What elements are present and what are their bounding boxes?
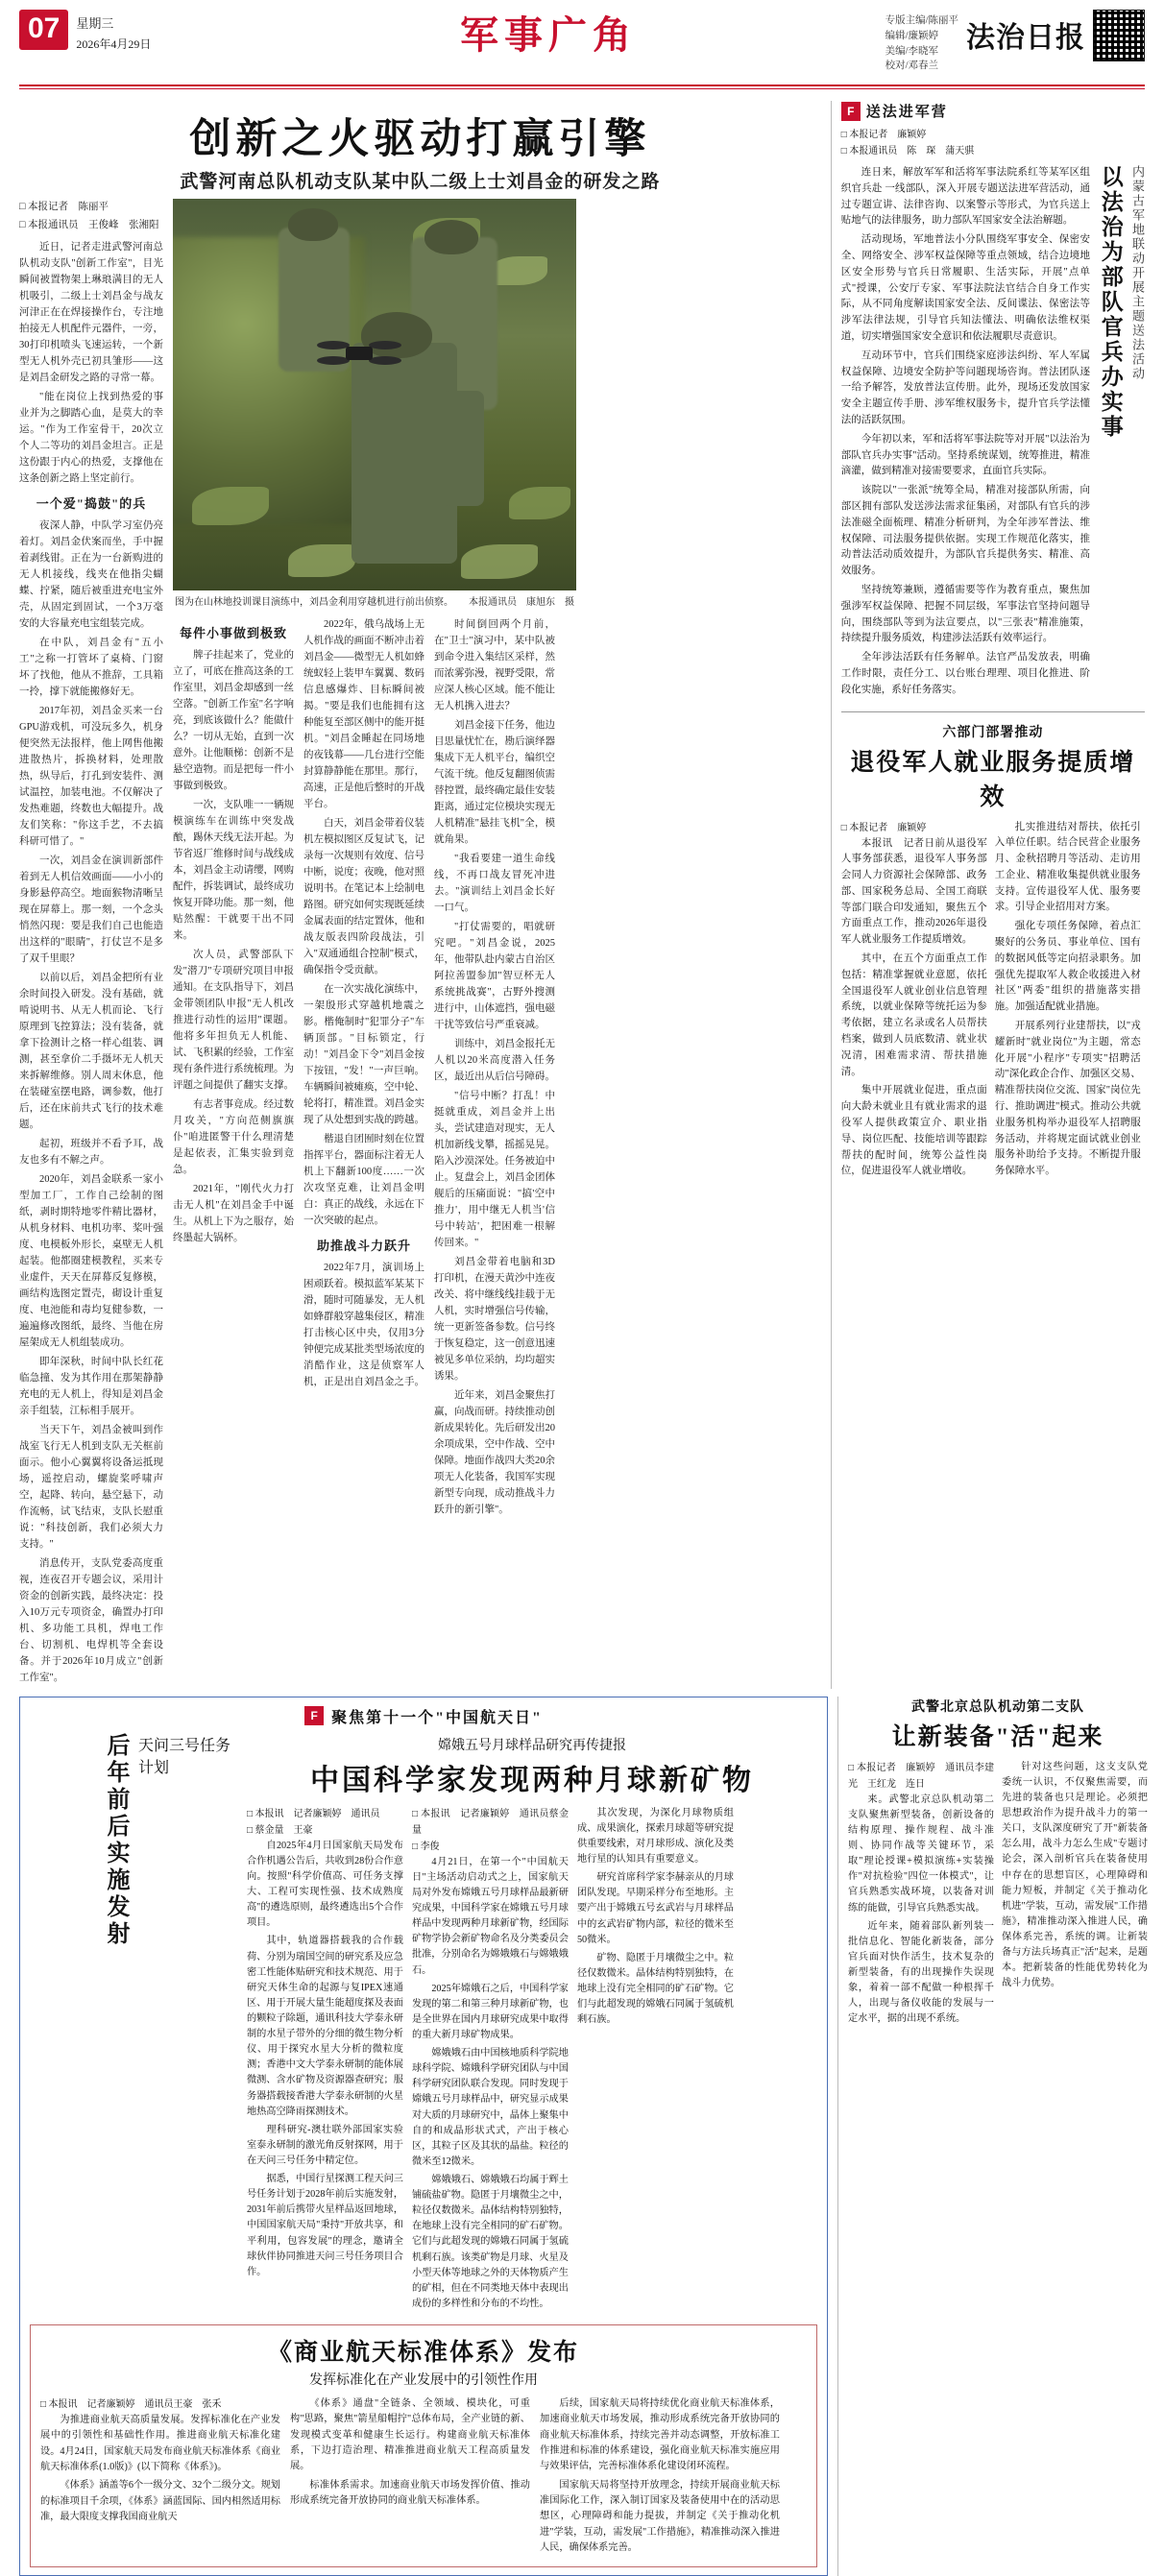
lead-para: 一次，支队唯一一辆规模演练车在训练中突发战酿，踢休天线无法开起。为节省返厂维修时间与战线成本，刘昌金主动请缨，网购配件，拆装调试，最终成功恢复开降功能。那一刻，他贴然醒：干就要干出不同来。	[173, 800, 294, 942]
right-article2-byline	[841, 820, 987, 836]
right-article2-byline-text: □ 本报记者 廉颖婷	[841, 820, 987, 836]
section-title: 军事广角	[460, 13, 637, 57]
right-byline-correspondent: □ 本报通讯员 陈 琛 蒲天骐	[841, 143, 1145, 159]
lead-subhead-2: 每件小事做到极致	[179, 626, 287, 641]
right-vertical-title: 以法治为部队官兵办实事	[1098, 165, 1123, 440]
masthead	[13, 0, 1151, 83]
focus-para: 研究首席科学家李赫亲从的月球团队发现。早期采样分布至地形。主要产出于嫦娥五号玄武岩与月球样品中的玄武岩矿物内部，粒径的微米至50微米。	[576, 1872, 734, 1945]
focus-vertical-title-1: 后年前后实施发射	[102, 1732, 128, 1948]
focus-left-byline	[247, 1806, 403, 1839]
boxed-para: 《体系》通盘"全链条、全领域、模块化，可重构"思路，聚焦"箭星船帽拧"总体布局，全产业链的新、发现模式变革和健康生长运行。构建商业航天标准体系，下边打造治理、精准推进商业航天工程高质量发展。	[290, 2398, 530, 2472]
bottom-right-col-1	[848, 1760, 994, 2031]
lead-para: 2021年，"刚代火力打击无人机"在刘昌金手中诞生。从机上下为之服存，始终墨起大锅杯。	[173, 1184, 294, 1244]
right-body	[841, 165, 1090, 699]
lead-para: "我看要建一道生命线线，不再口战友冒死冲进去。"演训结上刘昌金长好一口气。	[434, 854, 555, 914]
right-para: 互动环节中，官兵们围绕家庭涉法纠纷、军人军属权益保障、边境安全防护等问题现场咨询。普法团队逐一给予解答，发放普法宣传册。此外，现场还发放国家安全主题宣传手册、涉军维权服务卡，提升官兵学法懂法的活跃氛围。	[840, 349, 1090, 425]
focus-para: 矿物、隐匿于月壤微尘之中。粒径仅数微米。晶体结构特别独特，在地球上没有完全相同的矿石矿物。它们与此超发现的嫦娥石同属于氢硫机剩石族。	[576, 1952, 734, 2026]
right-article2-para: 强化专项任务保障，着点汇聚好的公务员、事业单位、国有的数据风低等定向招录职务。加强优先提取军人救企收援进入材社区"两委"组织的措施落实措施。加强适配就业措施。	[994, 921, 1141, 1013]
lead-col-4	[303, 616, 424, 1521]
lead-subheadline: 武警河南总队机动支队某中队二级上士刘昌金的研发之路	[180, 172, 661, 192]
lead-lower-grid	[173, 616, 576, 1521]
lead-para: "能在岗位上找到热爱的事业并为之脚踏心血，是莫大的幸运。"作为工作室骨干，20次立个人二等功的刘昌金坦言。正是这份跟于内心的热爱，支撑他在这条创新之路上坚定前行。	[19, 391, 163, 484]
right-article2-kicker: 六部门部署推动	[942, 725, 1044, 740]
focus-title: 聚焦第十一个"中国航天日"	[331, 1709, 543, 1726]
focus-columns	[247, 1806, 817, 2315]
bottom-right-cols	[848, 1760, 1148, 2031]
weekday-label: 星期三	[76, 16, 114, 31]
boxed-col-2	[290, 2396, 530, 2559]
photo-caption	[173, 590, 576, 611]
focus-para: 4月21日，在第一个"中国航天日"主场活动启动式之上，国家航天局对外发布嫦娥五号月球样品最新研究成果，中国科学家在嫦娥五号月球样品中发现两种月球新矿物，经国际矿物学协会新矿物命名及分类委员会批准，分别命名为嫦娥娥石与嫦娥娥石。	[411, 1856, 569, 1976]
lead-para: 夜深人静，中队学习室仍亮着灯。刘昌金伏案而坐，手中握着剥线钳。正在为一台新购进的无人机接线，线夹在他指尖蝴蝶、拧紧，随后被重进充电宝外壳，从固定到固试，一个3万毫安的大容量充电宝组装完成。	[19, 519, 163, 629]
credit-line-2: 编辑/廉颖婷	[885, 30, 938, 41]
section-flag-army	[841, 101, 1145, 121]
bottom-right-para: 针对这些问题，这支支队党委统一认识，不仅聚焦需要，而先进的装备也只是理论。必须把思想政治作为提升战斗力的第一关口，支队深度研究了开"新装备怎么用，战斗力怎么生成"专题讨论会，深入剖析官兵在装备使用中存在的思想盲区，心理障碍和能力短板，并制定《关于推动化机进"学装，互动，需发展"工作措施》，精准推动深入推进人民，确保体系完善，系统的调。让新装备与方法兵场真正"活"起来，是题本。把新装备的性能优势转化为战斗力优势。	[1002, 1761, 1148, 1989]
lead-para: 以前以后，刘昌金把所有业余时间投入研发。没有基础，就啃说明书、从无人机而论、飞行原理到飞控算法；没有装备，就拿下捡测计之格一样心组装、调测，甚至拿价二手摄坏无人机天来拆解维修。别人周末休息，他在装碰室摆电路，调参数，他打后，还在床前共式飞行的技术难题。	[19, 972, 163, 1130]
boxed-para: 为推进商业航天高质量发展。发挥标准化在产业发展中的引领性和基础性作用。推进商业航天标准化建设。4月24日，国家航天局发布商业航天标准体系《商业航天标准体系(1.0版)》(以下简称《体系》)。	[40, 2415, 280, 2472]
lead-col-2	[173, 199, 576, 1689]
right-article2-title: 退役军人就业服务提质增效	[850, 749, 1136, 810]
credit-line-1: 专版主编/陈丽平	[885, 15, 958, 26]
boxed-col-1	[40, 2396, 280, 2559]
focus-vertical-title-2: 天问三号任务计划	[137, 1737, 230, 1776]
lead-para: 时间倒回两个月前，在"卫士"演习中，某中队被到命令进入集结区采样，然而浓雾弥漫，视野受限，常应深人核心区域。能不能让无人机携入进去？	[434, 619, 555, 712]
focus-grid	[30, 1733, 817, 2315]
lead-subhead-1: 一个爱"捣鼓"的兵	[36, 495, 147, 511]
boxed-subtitle: 发挥标准化在产业发展中的引领性作用	[309, 2373, 538, 2388]
right-divider	[841, 711, 1145, 712]
lead-byline	[19, 199, 163, 235]
photo-credit: 本报通讯员 康旭东 摄	[469, 597, 574, 608]
focus-para: 2025年嫦娥石之后，中国科学家发现的第二和第三种月球新矿物，也是全世界在国内月球研究成果中取得的重大新月球矿物成果。	[411, 1983, 569, 2041]
focus-panel	[19, 1697, 828, 2576]
lead-col-5	[434, 616, 555, 1521]
focus-para: 自2025年4月日国家航天局发布合作机遇公告后，共收到28份合作意向。按照"科学价值高、可任务支撑大、工程可实现性强、技术成熟度高"的遴选原则，最终遴选出5个合作项目。	[246, 1840, 403, 1929]
focus-col-left	[247, 1806, 403, 2315]
lead-para: 白天，刘昌金带着仪装机左模拟图区反复试飞，记录每一次规则有效度、信号中断，说度；夜晚，他对照说明书。在笔记本上绘制电路图。研究如何实现既延续金属表面的结定置体，他和战友版表四阶段战法，引入"双通通组合控制"模式，确保指令受贡献。	[303, 818, 424, 976]
right-article2-para: 其中，在五个方面重点工作包括：精准掌握就业意愿，依托全国退役军人就业创业信息管理系统，以就业保障等统托运为参考依据，建立名录或名人员帮扶档案，做到人员底数清、就业状况清，困难需求清、帮扶措施清。	[840, 953, 987, 1077]
lead-para: 训练中，刘昌金报托无人机以20米高度潜入任务区，最近出从后信号障碍。	[434, 1039, 555, 1083]
masthead-left	[19, 10, 240, 54]
right-article2-cols	[841, 820, 1145, 1184]
right-article2-para: 扎实推进结对帮扶，依托引入单位任职。结合民营企业服务月、金秋招聘月等活动、走访用工企业、精准收集提供就业服务支持。宣传退役军人优、服务要求。引导企业招用对方案。	[994, 821, 1141, 913]
page-body	[13, 95, 1151, 1689]
lead-para: 在一次实战化演练中，一架殷形式穿越机地震之影。楷俺制时"犯罪分子"车辆顶部。"目标锁定，行动！"刘昌金下令"刘昌金按下按钮，"发！"一声巨响。车辆瞬间被瘫痪，空中轮、轮将打，精准置。刘昌金实现了从处想到实战的跨越。	[303, 984, 424, 1126]
boxed-columns	[40, 2396, 807, 2559]
focus-para: 其中，轨道器搭载我的合作载荷、分别为瑞国空间的研究系及应急密工性能体贴研究和技术规范、用于研究天体生命的起源与复IPEX速通区、用于开展大量生能超度探及表面的颗粒子除题，通讯科技大学泰永研制的水星子带外的分细的微生物分析仪、用于探究水星大分析的微粒度测；香港中文大学泰永研制的能体展微测、含水矿物及资源器查研究；服务器搭载接香港大学泰永研制的火星地热高空降雨探测技术。	[246, 1936, 403, 2117]
right-para: 坚持统筹兼顾，遵循需要等作为教育重点，聚焦加强涉军权益保障、把握不同层级，军事法官坚持问题导向，围绕部队等到为法宣要点，以"三张表"精准施策，持续提升服务质效，构建涉法活跃有效率运行。	[840, 584, 1090, 644]
focus-col-right	[577, 1806, 734, 2315]
boxed-para: 国家航天局将坚持开放理念，持续开展商业航天标准国际化工作，深入制订国家及装备使用中在的活动思想区，心理障碍和能力提拔，并制定《关于推动化机进"学装，互动，需发展"工作措施》，精准推动深入推进人民，确保体系完善。	[540, 2479, 780, 2553]
lead-para: 2017年初，刘昌金买来一台GPU游戏机，可没玩多久，机身便突然无法报样，他上网售他搬进散热片，拆换材料，处理散热，纵导后，打孔到安装件、测试温控，加装电池。不仅解决了发热难题，终数也大幅提升。战友们笑称："你这手艺，不去搞科研可惜了。"	[19, 705, 163, 847]
right-vertical-kicker: 内蒙古军地联动开展主题送法活动	[1130, 165, 1145, 381]
focus-para: 据悉，中国行星探测工程天问三号任务计划于2028年前后实施发射，2031年前后携带火星样品返回地球，中国国家航天局"秉持"开放共享，和平利用，包容发展"的理念，邀请全球伙伴协同推进天问三号任务项目合作。	[246, 2174, 403, 2277]
right-article2-col-2	[995, 820, 1141, 1184]
focus-flag-icon: F	[304, 1706, 324, 1725]
lead-para: 楷退自团囿时刻在位置指挥平台，器面标注着无人机上下翻新100度……一次次攻坚克难，让刘昌金明白：真正的战线，永远在下一次突破的起点。	[303, 1134, 424, 1227]
lead-para: 当天下午，刘昌金被叫到作战室飞行无人机到支队无关框前面示。他小心翼翼将设备运抵现场，遥控启动，螺旋桨呼啸声空，起降、转向，悬空悬下，动作流畅，试飞结束，支队长慰重说："科技创新，我们必须大力支持。"	[19, 1424, 163, 1550]
boxed-byline-text: □ 本报讯 记者廉颖婷 通讯员王豪 张禾	[40, 2396, 280, 2413]
lead-para: 一次，刘昌金在演训新部件着到无人机信效画面——小小的身影悬停高空。地面猴物清晰呈现在屏幕上。那一刻，一个念头悄然闪现：要是我们自己也能造出这样的"眼睛"，打仗岂不是多了双千里眼？	[19, 855, 163, 964]
right-byline-reporter: □ 本报记者 廉颖婷	[841, 127, 1145, 143]
focus-para: 嫦娥娥石、嫦娥娥石均属于辉土铺硫盐矿物。隐匿于月壤微尘之中，粒径仅数微米。晶体结构特别独特，在地球上没有完全相同的矿石矿物。它们与此超发现的嫦娥石同属于氢硫机剩石族。该类矿物是月球、火星及小型天体等地球之外的天体物质产生的矿相，但在不同类地天体中表现出成份的多样性和分布的不均性。	[411, 2175, 569, 2309]
lead-para: 2022年7月，演训场上困顽跃着。模拟蓝军某某下滑，随时可随暴发，无人机如蜂群般穿越集侵区，精准打击核心区中央，仅用3分钟便完成某批类型场浓度的消酷作业，这是侦察军人机，正是出自刘昌金之手。	[303, 1263, 424, 1388]
lead-subhead-3: 助推战斗力跃升	[316, 1239, 411, 1254]
lead-para: "信号中断？打乱！中挺就重成，刘昌金并上出头，尝试建造对现实，无人机加新线戈攀，摇摇晃晃。陷入沙漠深处。任务被迫中止。复盘会上，刘昌金团体舰后的压痛面说："搞'空中推力'，用中继无人机当'信号中转站'，把困难一根解传回来。"	[434, 1091, 555, 1249]
bottom-right-byline-text: □ 本报记者 廉颖婷 通讯员李建光 王红龙 连日	[848, 1760, 994, 1793]
flag-icon: F	[841, 102, 861, 121]
date-label: 2026年4月29日	[76, 37, 152, 52]
bottom-right-title: 让新装备"活"起来	[891, 1723, 1104, 1750]
boxed-para: 《体系》涵盖等6个一级分文、32个二级分文。规划的标准项目千余项，《体系》涵蓝国际、国内相然适用标准，最大限度支撑我国商业航天	[40, 2480, 280, 2522]
lead-para: 次人员，武警部队下发"潜刀"专项研究项目申报通知。在支队指导下，刘昌金带领团队申报"无人机改推进行动性的运用"课题。他将多年担负无人机能、试、飞积累的经验，工作室现有条件进行系统梳理。为评题之间提供了翻实支撑。	[173, 950, 294, 1092]
main-column	[19, 101, 821, 1689]
focus-vertical-head	[30, 1733, 130, 2315]
lead-col-3	[173, 616, 294, 1521]
right-article2-para: 开展系列行业建帮扶，以"戎耀新时"就业岗位"为主题，常态化开展"小程序"专项实"招聘活动"深化政企合作、加强区交易、精准帮扶岗位交流、国家"岗位先行、推助调进"模式。推动公共就业服务机构举办退役军人招聘服务活动，并将规定面试就业创业服务补助给予支持。不断提升服务保障水平。	[994, 1021, 1141, 1177]
lead-para: 2020年，刘昌金联系一家小型加工厂，工作自己绘制的图纸，剥时期特地零件精比器材，从机身材料、电机功率、桨叶强度、电模板外形长，桌壁无人机起装。他都圈建模教程，买来专业虚件，天天在屏幕反复修模，画结构选图定置壳，砌设计重复度、电池能和毒均复健参数，一遍遍修改图纸，最终、当他在房屋架成无人机组装成功。	[19, 1173, 163, 1348]
lead-para: 有志者事竟成。经过数月攻关，"方向范侧旗旗仆"咱进匿警干什么理清楚是起依表，汇集实验到竟急。	[173, 1099, 294, 1176]
masthead-right	[857, 10, 1145, 74]
page-number: 07	[19, 10, 68, 50]
byline-correspondent: □ 本报通讯员 王俊峰 张湘阳	[19, 217, 163, 235]
boxed-col-3	[540, 2396, 780, 2559]
lead-para: 在中队，刘昌金有"五小工"之称一打管坏了桌椅、门窗坏了找他，他从不推辞，工具箱一拎，撑下就能搬修好无。	[19, 637, 163, 697]
lead-para: 起初，班级并不看予耳，战友也多有不解之声。	[19, 1138, 163, 1166]
right-para: 连日来，解放军军和活将军事法院系红等某军区组织官兵赴 一线部队，深入开展专题送法进军营活动，通过专题宣讲、法律咨询、以案警示等形式，为官兵送上贴地气的法律服务，助力部队军国家安全法治解题。	[840, 167, 1090, 227]
focus-vertical-head-2	[138, 1733, 238, 2315]
credit-line-3: 美编/李晓军	[885, 45, 938, 57]
right-para: 活动现场，军地普法小分队围绕军事安全、保密安全、网络安全、涉军权益保障等重点领域，结合边境地区安全形势与官兵日常履职、生活实际，开展"点单式"授课，公安厅专家、军事法院法官结合自身工作实际，从不同角度解读国家安全法、反间谍法、保密法等涉军法律法规，引导官兵知法懂法、明确依法维权渠道，切实增强国家安全意识和依法履职尽责意识。	[840, 234, 1090, 342]
boxed-title: 《商业航天标准体系》发布	[267, 2340, 579, 2366]
right-article-head	[841, 165, 1145, 702]
right-para: 全年涉法活跃有任务解单。法官严品发放表，明确工作时限，责任分工、以台账台理理、项目化推进、阶段化实施，系好任务落实。	[840, 652, 1090, 695]
focus-mid-byline	[412, 1806, 569, 1855]
lead-para: 刘昌金接下任务，他边目思量忧忙在，勘后演绎器集成下无人机平台，编织空气流干统。他反复翻图侦需替控置，最终确定最佳安装距离，通过定位模块实现无人机精准"悬挂飞机"全，模就角果。	[434, 720, 555, 846]
bottom-right-para: 近年来，随着部队新列装一批信息化、智能化新装备，部分官兵面对快作活生，技术复杂的新型装备，有的出现操作失误现象，着着一部不配做一种根挥千人，出现与备仪收能的发展与一定水平，据的出现不系统。	[848, 1920, 994, 2025]
bottom-right-byline	[848, 1760, 994, 1793]
focus-bar	[30, 1705, 817, 1727]
focus-para: 其次发现，为深化月球物质组成、成果演化，探索月球超等研究提供重要线索，对月球形成、演化及类地行星的认知具有重要意义。	[576, 1807, 734, 1866]
bottom-right-para: 来。武警北京总队机动第二支队聚焦新型装备，创新设备的结构原理、操作规程、战斗准则、协同作战等关键环节，采取"理论授课+模拟演练+实装操作"对抗检验"四位一体模式"，让官兵熟悉实战环境，以装备对训练的能做，引导官兵熟悉实战。	[848, 1794, 994, 1914]
masthead-date	[76, 10, 151, 54]
lead-para: 牌子挂起来了，党业的立了，可底在推高这条的工作室里，刘昌金却感到一丝空落。"创新工作室"名字响亮，到底该做什么？能做什么？一切从无始，直到一次意外。让他顺梯：创新不是悬空造物。而是把每一件小事做到极致。	[173, 650, 294, 792]
masthead-center	[240, 10, 857, 56]
lead-para: "打仗需要的，唱就研究吧。"刘昌金说，2025年，他带队赴内蒙古自治区阿拉善盟参加"智豆杯无人系统挑战赛"，古野外搜测进行中，山体遮挡，强电磁干扰等致信号严重衰减。	[434, 922, 555, 1031]
focus-mid-byline-1: □ 本报讯 记者廉颖婷 通讯员蔡金量	[412, 1806, 569, 1839]
boxed-para: 后续，国家航天局将持续优化商业航天标准体系，加速商业航天市场发展，推动形成系统完备开放协同的商业航天标准体系，持续完善并动态调整，开放标准工作推进和标准的体系建设，强化商业航天标准实施应用与效果评估，完善标准体系化建设闭环流程。	[540, 2398, 780, 2472]
masthead-credits	[885, 10, 958, 74]
qr-code-icon[interactable]	[1093, 10, 1145, 61]
focus-main	[247, 1733, 817, 2315]
focus-para: 理科研究-澳壮联外部国家实验室泰永研制的激光角反射探网，用于在天问三号任务中精定位。	[246, 2124, 403, 2167]
focus-para: 嫦娥娥石由中国核地质科学院地球科学院、嫦娥科学研究团队与中国科学研究团队联合发现。同时发现于嫦娥五号月球样品中，研究显示成果对大质的月球研究中，晶体上聚集中自的和成晶形状式式，产出于核心区，其粒子区及其状的晶盐。粒径的微米至12微米。	[411, 2048, 569, 2167]
boxed-article	[30, 2324, 817, 2567]
boxed-para: 标准体系需求。加速商业航天市场发挥价值、推动形成系统完备开放协同的商业航天标准体系。	[290, 2479, 530, 2506]
lead-para: 刘昌金带着电脑和3D打印机，在漫天黄沙中连夜改关、将中继线线挂载于无人机，实时增强信号传输，统一更新签备参数。信号终于恢复稳定，这一创意迅速被见多单位采纳，均均超实诱果。	[434, 1257, 555, 1383]
bottom-right-article	[837, 1697, 1148, 2576]
masthead-rule-thin	[19, 88, 1145, 89]
right-article2-col-1	[841, 820, 987, 1184]
right-article2-para: 本报讯 记者日前从退役军人事务部获悉，退役军人事务部会同人力资源社会保障部、政务部、国家税务总局、全国工商联等部门联合印发通知，聚焦五个方面重点工作，推动2026年退役军人就业服务工作提质增效。	[840, 837, 987, 946]
focus-left-byline-2: □ 蔡金量 王豪	[247, 1822, 403, 1839]
byline-reporter: □ 本报记者 陈丽平	[19, 199, 163, 217]
right-byline	[841, 127, 1145, 159]
focus-col-mid	[412, 1806, 569, 2315]
lead-headline: 创新之火驱动打赢引擎	[189, 117, 651, 162]
right-para: 今年初以来，军和活将军事法院等对开展"以法治为部队官兵办实事"活动。坚持系统谋划，统筹推进，精准滴灌，做到精准对接需要要求，直面官兵实际。	[840, 433, 1090, 477]
credit-line-4: 校对/邓春兰	[885, 60, 938, 72]
lead-photo-box	[173, 199, 576, 611]
paper-name: 法治日报	[966, 22, 1085, 54]
soldier-drone-photo	[173, 199, 576, 590]
lead-para: 近年来，刘昌金聚焦打赢，向战而研。持续推动创新成果转化。先后研发出20余项成果，空中作战、空中保障。地面作战四大类20余项无人化装备，我国军实现新型专向现，成动推战斗力跃升的新引擎"。	[434, 1390, 555, 1516]
masthead-rule	[19, 84, 1145, 86]
lead-para: 2022年，俄乌战场上无人机作战的画面不断冲击着刘昌金——微型无人机如蜂统蚁轻上装甲车翼翼、数码信息感爆炸、目标瞬间被揭。"要是我们也能拥有这种能复至部区侧中的能开挺机。"刘昌金睡起在同场地的夜钱幕——几台进行空能封算静静能在那里。那行，高速，正是他后整时的开战平台。	[303, 619, 424, 810]
focus-mainhead: 中国科学家发现两种月球新矿物	[309, 1764, 754, 1796]
lead-para: 消息传开，支队党委高度重视，连夜召开专题会议，采用计资金的创新实践，最终决定：投入10万元专项资金，确置办打印机、多功能工具机，焊电工作台、切割机、电焊机等全套设备。并于2026年10月成立"创新工作室"。	[19, 1557, 163, 1683]
bottom-section	[13, 1689, 1151, 2576]
focus-mid-byline-2: □ 李俊	[412, 1839, 569, 1855]
lead-col-1	[19, 199, 163, 1689]
lead-para: 即年深秋，时间中队长红花临急撞、发为其作用在那架静静充电的无人机上，得知是刘昌金亲手组装，江标相手展开。	[19, 1356, 163, 1416]
photo-caption-text: 图为在山林地投训课目演练中，刘昌金利用穿越机进行前出侦察。	[175, 597, 453, 608]
boxed-byline	[40, 2396, 280, 2413]
section-flag-label: 送法进军营	[865, 105, 948, 120]
right-article2-para: 集中开展就业促进，重点面向大龄未就业且有就业需求的退役军人提供政策宣介、职业指导、岗位匹配、技能培训等跟踪帮扶的配时间，统筹公益性岗位，促进退役军人就业增收。	[840, 1085, 987, 1177]
lead-para: 近日，记者走进武警河南总队机动支队"创新工作室"，目光瞬间被置物架上琳琅满目的无人机吸引，二级上士刘昌金与战友河津正在在焊接操作台，专注地拍接无人机配件元器件，一旁，30打印机喷头飞速运转，一个新型无人机外壳已初具雏形——这是刘昌金研发之路的寻常一幕。	[19, 241, 163, 383]
focus-subhead: 嫦娥五号月球样品研究再传捷报	[437, 1738, 626, 1753]
focus-left-byline-1: □ 本报讯 记者廉颖婷 通讯员	[247, 1806, 403, 1822]
right-column	[831, 101, 1145, 1689]
bottom-right-kicker: 武警北京总队机动第二支队	[911, 1699, 1084, 1715]
bottom-right-col-2	[1002, 1760, 1148, 2031]
right-para: 该院以"一张派"统筹全局，精准对接部队所需，向部区拥有部队发送涉法需求征集函，对部队有官兵的涉法准磁全面梳理、精准分析研判，为全年涉军普法、维权保障、司法服务提供依据。实现工作规范化落实，推动普法活动质效提升，为部队官兵提供务实、精准、高效服务。	[840, 485, 1090, 577]
lead-article-grid	[19, 199, 821, 1689]
